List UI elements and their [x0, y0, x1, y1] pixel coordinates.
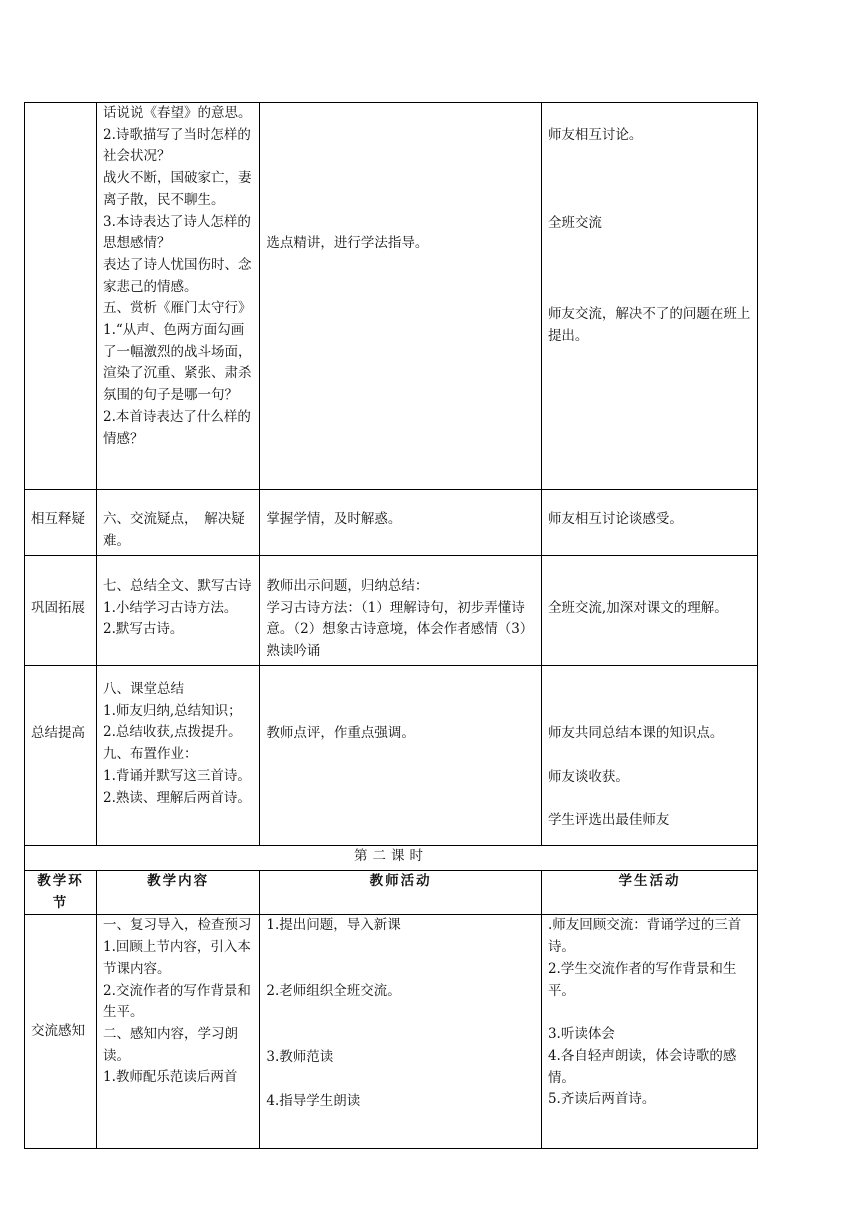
teacher-text: 2.老师组织全班交流。 — [266, 983, 401, 1000]
student-text: 全班交流,加深对课文的理解。 — [547, 600, 728, 616]
teacher-text: 1.提出问题，导入新课 — [266, 917, 401, 934]
teacher-cell — [260, 103, 542, 490]
stage-label: 总结提高 — [31, 725, 85, 741]
teacher-cell — [260, 556, 542, 666]
teacher-text: 3.教师范读 — [266, 1048, 334, 1065]
content-text: 七、总结全文、默写古诗 1.小结学习古诗方法。 2.默写古诗。 — [103, 578, 252, 638]
stage-label: 巩固拓展 — [31, 600, 85, 616]
stage-cell — [25, 666, 97, 846]
section-title: 第二课时 — [25, 846, 758, 871]
teacher-text: 教师出示问题，归纳总结： 学习古诗方法：（1）理解诗句，初步弄懂诗意。（2）想象古诗意境，体会作者感情（3）熟读吟诵 — [266, 578, 534, 660]
stage-cell — [25, 103, 97, 490]
student-text: 师友相互讨论。 — [547, 127, 643, 143]
student-text: 5.齐读后两首诗。 — [547, 1091, 656, 1108]
row-jiaoliu — [25, 915, 758, 1149]
row-continuation — [25, 103, 758, 490]
student-text: 师友共同总结本课的知识点。 — [547, 725, 724, 741]
stage-label: 交流感知 — [31, 1023, 85, 1040]
header-stage: 教学环节 — [25, 871, 97, 915]
student-cell — [541, 666, 757, 846]
teacher-text: 4.指导学生朗读 — [266, 1092, 361, 1109]
student-text: 全班交流 — [547, 214, 602, 231]
content-text: 六、交流疑点， 解决疑难。 — [103, 511, 245, 549]
stage-label: 相互释疑 — [31, 511, 85, 527]
content-text: 八、课堂总结 1.师友归纳,总结知识； 2.总结收获,点拨提升。 九、布置作业： 1.背诵并默写这三首诗。 2.熟读、理解后两首诗。 — [103, 681, 251, 806]
content-cell — [97, 490, 260, 556]
content-text: 一、复习导入，检查预习 1.回顾上节内容，引入本节课内容。 2.交流作者的写作背景和生平。 二、感知内容，学习朗读。 1.教师配乐范读后两首 — [103, 917, 252, 1086]
header-row — [25, 871, 758, 915]
student-text: 2.学生交流作者的写作背景和生平。 — [547, 960, 737, 999]
lesson-plan-table — [24, 102, 758, 1149]
student-text: 师友相互讨论谈感受。 — [547, 511, 683, 527]
student-text: 师友谈收获。 — [547, 768, 629, 785]
student-cell — [541, 915, 757, 1149]
student-text: 4.各自轻声朗读，体会诗歌的感情。 — [547, 1047, 737, 1086]
content-cell — [97, 103, 260, 490]
row-zongjie — [25, 666, 758, 846]
teacher-cell — [260, 666, 542, 846]
teacher-text: 掌握学情，及时解惑。 — [266, 511, 402, 527]
teacher-text: 选点精讲，进行学法指导。 — [266, 235, 429, 251]
content-text: 话说说《春望》的意思。 2.诗歌描写了当时怎样的社会状况？ 战火不断，国破家亡，妻离子散，民不聊生。 3.本诗表达了诗人怎样的思想感情？ 表达了诗人忧国伤时、念家悲己的情感。 五、赏析《雁门太守行》 1.“从声、色两方面勾画了一幅激烈的战斗场面，渲染了沉重、紧张、肃杀氛围的句子是哪一句？ 2.本首诗表达了什么样的情感？ — [103, 105, 252, 447]
student-cell — [541, 103, 757, 490]
student-cell — [541, 556, 757, 666]
stage-cell — [25, 490, 97, 556]
section-title-row — [25, 846, 758, 871]
stage-cell — [25, 915, 97, 1149]
content-cell — [97, 915, 260, 1149]
teacher-text: 教师点评，作重点强调。 — [266, 725, 415, 741]
student-text: 3.听读体会 — [547, 1026, 615, 1043]
row-shiyi — [25, 490, 758, 556]
header-student: 学生活动 — [541, 871, 757, 915]
row-gonggu — [25, 556, 758, 666]
student-text: 师友交流，解决不了的问题在班上提出。 — [547, 306, 751, 345]
teacher-cell — [260, 490, 542, 556]
student-cell — [541, 490, 757, 556]
header-content: 教学内容 — [97, 871, 260, 915]
student-text: 学生评选出最佳师友 — [547, 812, 670, 829]
stage-cell — [25, 556, 97, 666]
content-cell — [97, 666, 260, 846]
teacher-cell — [260, 915, 542, 1149]
student-text: .师友回顾交流：背诵学过的三首诗。 — [547, 917, 742, 956]
content-cell — [97, 556, 260, 666]
header-teacher: 教师活动 — [260, 871, 542, 915]
